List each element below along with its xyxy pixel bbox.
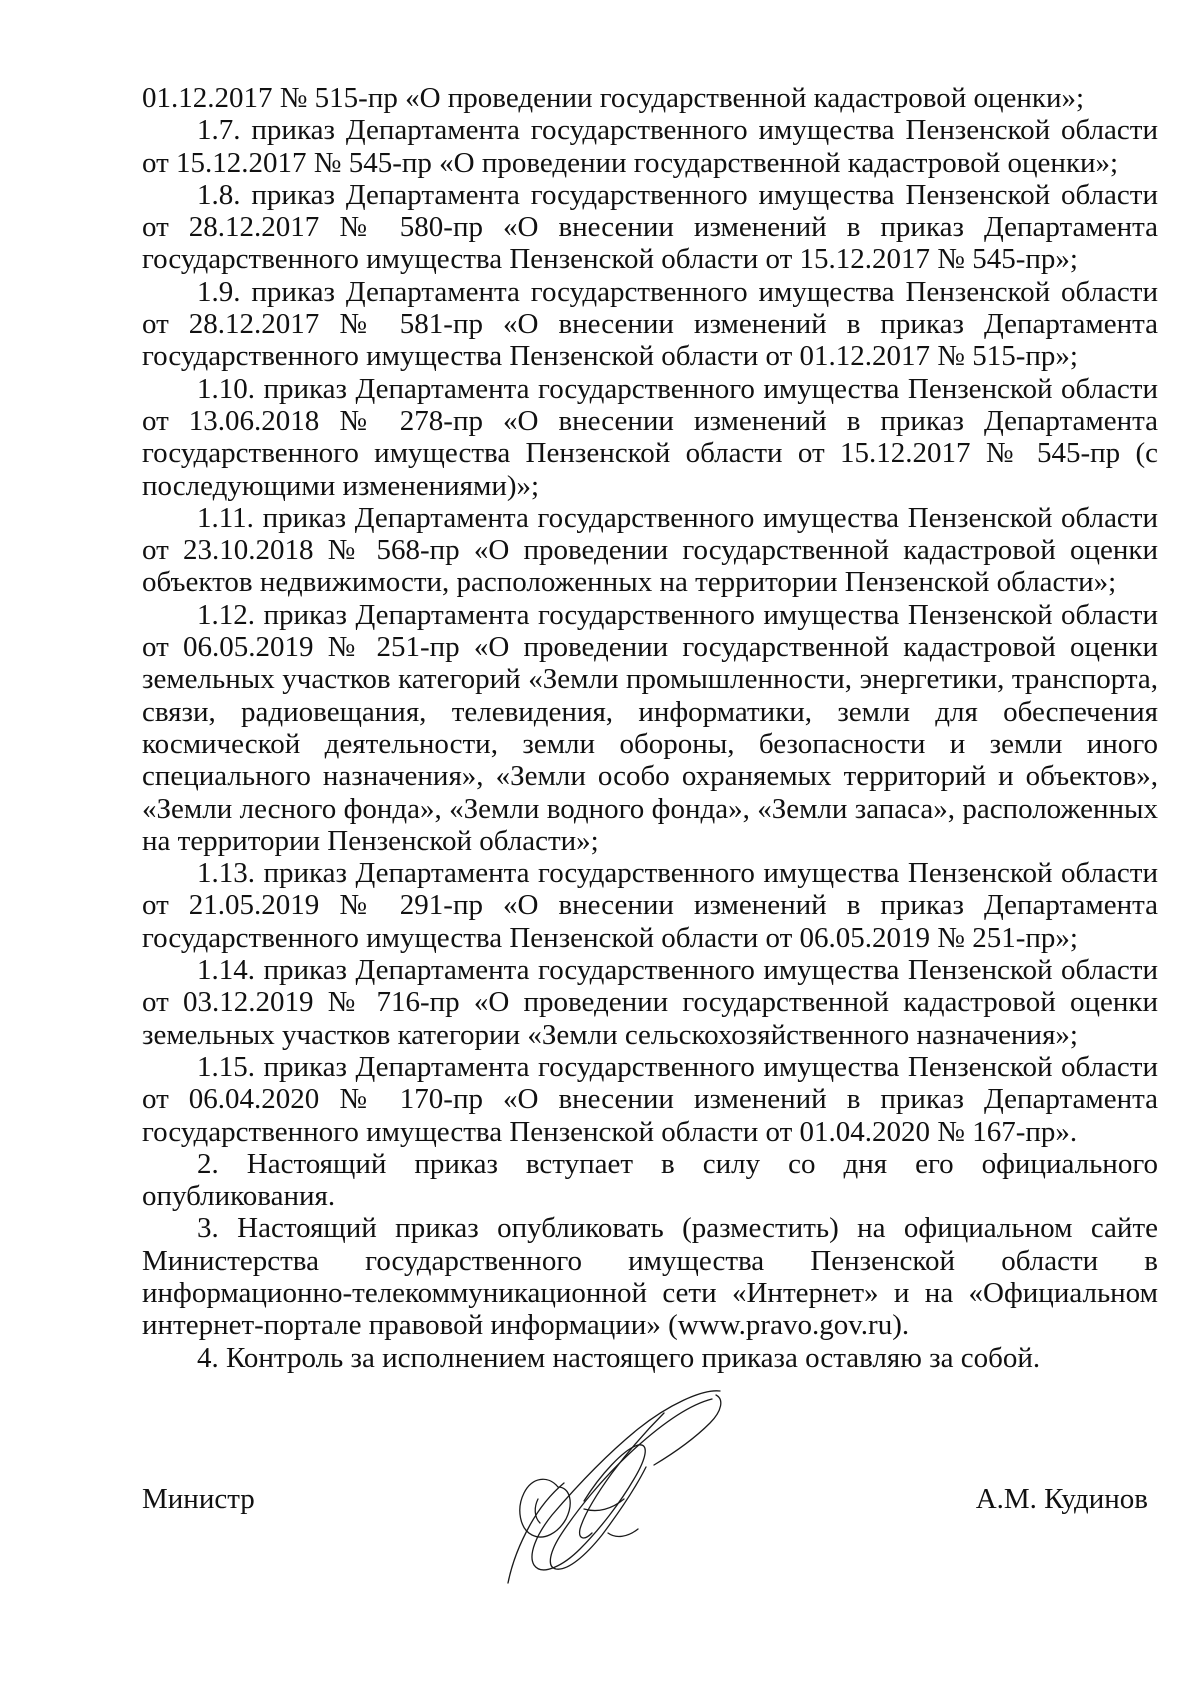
paragraph-item-2: 2. Настоящий приказ вступает в силу со дня его официального опубликования.	[142, 1147, 1158, 1213]
paragraph-item-1-10: 1.10. приказ Департамента государственного имущества Пензенской области от 13.06.2018 № 278-пр «О внесении изменений в приказ Департамента государственного имущества Пензенской области от 15.12.2017 № 545-пр (с последующими изменениями)»;	[142, 372, 1158, 502]
paragraph-continuation: 01.12.2017 № 515-пр «О проведении государственной кадастровой оценки»;	[142, 82, 1085, 114]
paragraph-item-1-12: 1.12. приказ Департамента государственного имущества Пензенской области от 06.05.2019 № 251-пр «О проведении государственной кадастровой оценки земельных участков категорий «Земли промышленности, энергетики, транспорта, связи, радиовещания, телевидения, информатики, земли для обеспечения космической деятельности, земли обороны, безопасности и земли иного специального назначения», «Земли особо охраняемых территорий и объектов», «Земли лесного фонда», «Земли водного фонда», «Земли запаса», расположенных на территории Пензенской области»;	[142, 598, 1158, 857]
paragraph-item-1-11: 1.11. приказ Департамента государственного имущества Пензенской области от 23.10.2018 № 568-пр «О проведении государственной кадастровой оценки объектов недвижимости, расположенных на территории Пензенской области»;	[142, 501, 1158, 599]
signatory-name: А.М. Кудинов	[975, 1483, 1148, 1515]
paragraph-item-1-15: 1.15. приказ Департамента государственного имущества Пензенской области от 06.04.2020 № 170-пр «О внесении изменений в приказ Департамента государственного имущества Пензенской области от 01.04.2020 № 167-пр».	[142, 1050, 1158, 1148]
paragraph-item-1-9: 1.9. приказ Департамента государственного имущества Пензенской области от 28.12.2017 № 581-пр «О внесении изменений в приказ Департамента государственного имущества Пензенской области от 01.12.2017 № 515-пр»;	[142, 275, 1158, 373]
paragraph-item-1-8: 1.8. приказ Департамента государственного имущества Пензенской области от 28.12.2017 № 580-пр «О внесении изменений в приказ Департамента государственного имущества Пензенской области от 15.12.2017 № 545-пр»;	[142, 178, 1158, 276]
paragraph-item-1-7: 1.7. приказ Департамента государственного имущества Пензенской области от 15.12.2017 № 545-пр «О проведении государственной кадастровой оценки»;	[142, 114, 1158, 179]
paragraph-item-3: 3. Настоящий приказ опубликовать (разместить) на официальном сайте Министерства государственного имущества Пензенской области в информационно-телекоммуникационной сети «Интернет» и на «Официальном интернет-портале правовой информации» (www.pravo.gov.ru).	[142, 1212, 1158, 1342]
handwritten-signature	[488, 1383, 748, 1593]
document-body	[142, 82, 1158, 1374]
paragraph-item-4: 4. Контроль за исполнением настоящего приказа оставляю за собой.	[197, 1341, 1041, 1374]
paragraph-item-1-14: 1.14. приказ Департамента государственного имущества Пензенской области от 03.12.2019 № 716-пр «О проведении государственной кадастровой оценки земельных участков категории «Земли сельскохозяйственного назначения»;	[142, 954, 1158, 1051]
paragraph-item-1-13: 1.13. приказ Департамента государственного имущества Пензенской области от 21.05.2019 № 291-пр «О внесении изменений в приказ Департамента государственного имущества Пензенской области от 06.05.2019 № 251-пр»;	[142, 857, 1158, 954]
signatory-title: Министр	[142, 1483, 255, 1515]
